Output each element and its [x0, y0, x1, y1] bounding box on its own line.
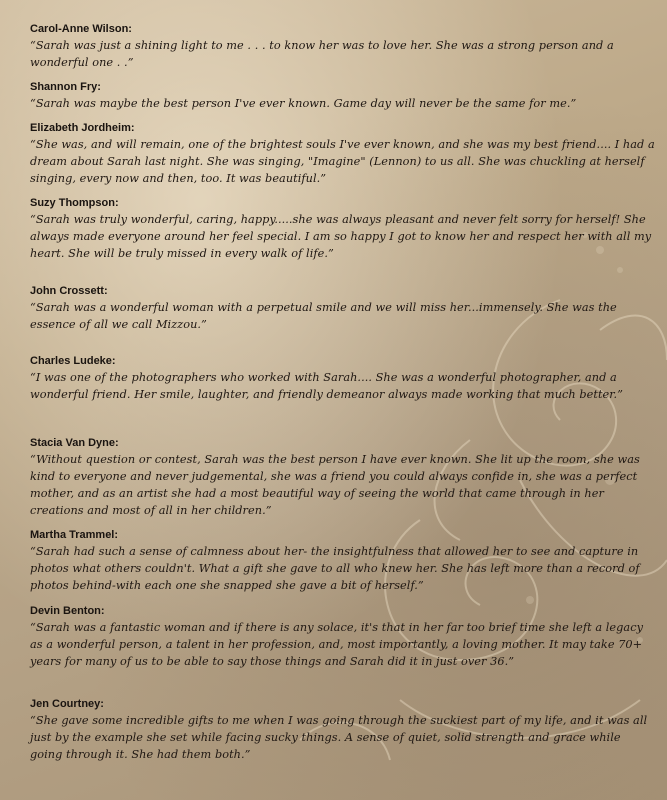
- tribute-author: Martha Trammel:: [30, 529, 119, 541]
- tribute-entry: [30, 22, 655, 71]
- tribute-quote: “Sarah was truly wonderful, caring, happy.....she was always pleasant and never felt sorry for herself! She always made everyone around her feel special. I am so happy I got to know her and respect her with all my heart. She will be truly missed in every walk of life.”: [30, 213, 652, 260]
- tribute-entry: [30, 697, 655, 763]
- tribute-quote: “Sarah was maybe the best person I've ever known. Game day will never be the same for me.”: [30, 97, 577, 110]
- tribute-author: Stacia Van Dyne:: [30, 437, 119, 449]
- tribute-author: Carol-Anne Wilson:: [30, 23, 132, 35]
- tribute-entry: [30, 284, 655, 333]
- tribute-author: Suzy Thompson:: [30, 197, 119, 209]
- tribute-entry: [30, 604, 655, 670]
- tribute-quote: “Sarah was a wonderful woman with a perpetual smile and we will miss her...immensely. She was the essence of all we call Mizzou.”: [30, 301, 617, 331]
- tribute-author: John Crossett:: [30, 285, 108, 297]
- tribute-author: Shannon Fry:: [30, 81, 101, 93]
- tribute-entry: [30, 436, 655, 519]
- tribute-entry: [30, 196, 655, 262]
- tribute-quote: “She was, and will remain, one of the brightest souls I've ever known, and she was my best friend.... I had a dream about Sarah last night. She was singing, "Imagine" (Lennon) to us all. She was chuckling at herself singing, every now and then, too. It was beautiful.”: [30, 138, 655, 185]
- tribute-entry: [30, 121, 655, 187]
- tribute-entry: [30, 528, 655, 594]
- tribute-author: Charles Ludeke:: [30, 355, 116, 367]
- tribute-author: Jen Courtney:: [30, 698, 104, 710]
- tribute-entry: [30, 80, 655, 112]
- tribute-quote: “Without question or contest, Sarah was the best person I have ever known. She lit up the room, she was kind to everyone and never judgemental, she was a friend you could always confide in, she was a perfect mother, and as an artist she had a most beautiful way of seeing the world that came through in her creations and most of all in her children.”: [30, 453, 640, 517]
- tribute-quote: “She gave some incredible gifts to me when I was going through the suckiest part of my life, and it was all just by the example she set while facing sucky things. A sense of quiet, solid strength and grace while going through it. She had them both.”: [30, 714, 648, 761]
- tribute-quote: “I was one of the photographers who worked with Sarah.... She was a wonderful photographer, and a wonderful friend. Her smile, laughter, and friendly demeanor always made working that much better.”: [30, 371, 623, 401]
- tribute-author: Devin Benton:: [30, 605, 105, 617]
- tribute-quote: “Sarah had such a sense of calmness about her- the insightfulness that allowed her to see and capture in photos what others couldn't. What a gift she gave to all who knew her. She has left more than a record of photos behind-with each one she snapped she gave a bit of herself.”: [30, 545, 640, 592]
- tribute-entry: [30, 354, 655, 403]
- tribute-quote: “Sarah was just a shining light to me . . . to know her was to love her. She was a strong person and a wonderful one . .”: [30, 39, 614, 69]
- tribute-author: Elizabeth Jordheim:: [30, 122, 135, 134]
- tribute-quote: “Sarah was a fantastic woman and if there is any solace, it's that in her far too brief time she left a legacy as a wonderful person, a talent in her profession, and, most importantly, a loving mother. It may take 70+ years for many of us to be able to say those things and Sarah did it in just over 36.”: [30, 621, 644, 668]
